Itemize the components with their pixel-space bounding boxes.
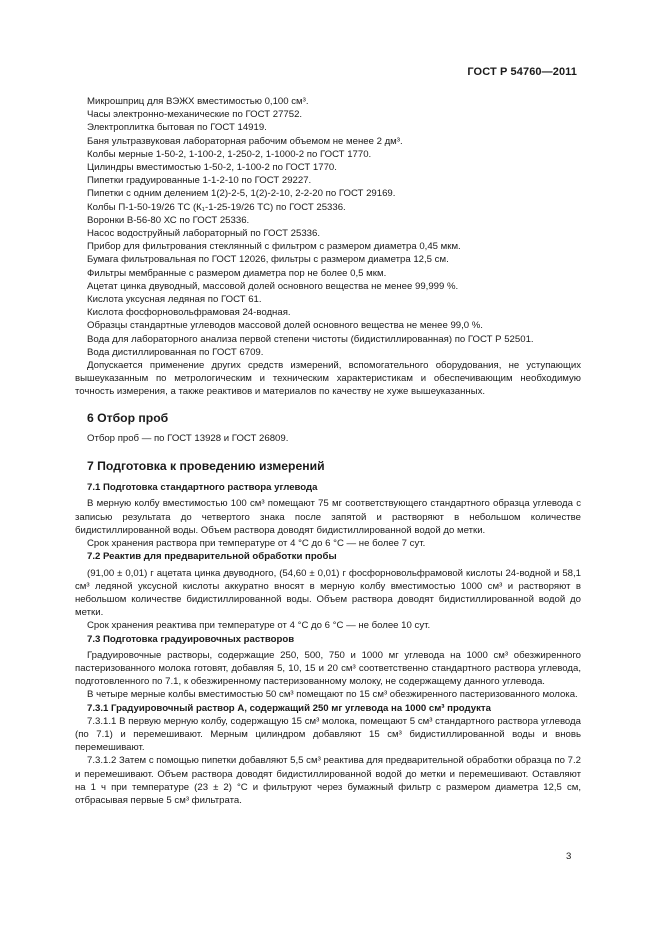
section-6-text: Отбор проб — по ГОСТ 13928 и ГОСТ 26809. (87, 432, 289, 444)
equipment-item: Прибор для фильтрования стеклянный с фильтром с размером диаметра 0,45 мкм. (87, 241, 461, 253)
section-7-heading: 7 Подготовка к проведению измерений (87, 459, 325, 474)
equipment-item: Электроплитка бытовая по ГОСТ 14919. (87, 122, 267, 134)
section-7-3-para-1: Градуировочные растворы, содержащие 250, 500, 750 и 1000 мг углевода на 1000 см³ обезжиренного пастеризованного молока готовят, добавляя 5, 10, 15 и 20 см³ соответственно стандартного раствора углевода, подготовленного по 7.1, к обезжиренному пастеризованному молоку, не содержащему данного углевода. (75, 649, 581, 688)
document-body (75, 95, 581, 807)
equipment-item: Кислота уксусная ледяная по ГОСТ 61. (87, 294, 262, 306)
equipment-item: Часы электронно-механические по ГОСТ 27752. (87, 109, 303, 121)
section-7-2-heading: 7.2 Реактив для предварительной обработки пробы (87, 551, 337, 563)
section-7-1-para-1: В мерную колбу вместимостью 100 см³ помещают 75 мг соответствующего стандартного образца углевода с записью результата до четвертого знака после запятой и растворяют в небольшом количестве бидистиллированной воды. Объем раствора доводят бидистиллированной водой до метки. (75, 498, 581, 536)
equipment-item: Микрошприц для ВЭЖХ вместимостью 0,100 см³. (87, 96, 309, 107)
equipment-item: Ацетат цинка двуводный, массовой долей основного вещества не менее 99,999 %. (87, 280, 459, 292)
equipment-item: Пипетки градуированные 1-1-2-10 по ГОСТ 29227. (87, 175, 312, 187)
section-7-1-para-2: Срок хранения раствора при температуре от 4 °С до 6 °С — не более 7 сут. (87, 538, 426, 550)
section-7-3-1-heading: 7.3.1 Градуировочный раствор А, содержащий 250 мг углевода на 1000 см³ продукта (87, 702, 491, 714)
section-7-3-heading: 7.3 Подготовка градуировочных растворов (87, 633, 295, 645)
allowance-paragraph: Допускается применение других средств измерений, вспомогательного оборудования, не уступающих вышеуказанным по метрологическим и техническим характеристикам и обеспечивающим необходимую точность измерения, а также реактивов и материалов по качеству не хуже вышеуказанных. (75, 360, 581, 398)
section-7-1-heading: 7.1 Подготовка стандартного раствора углевода (87, 482, 318, 494)
equipment-item: Насос водоструйный лабораторный по ГОСТ 25336. (87, 228, 320, 240)
equipment-item: Фильтры мембранные с размером диаметра пор не более 0,5 мкм. (87, 267, 387, 279)
section-7-2-para-1: (91,00 ± 0,01) г ацетата цинка двуводного, (54,60 ± 0,01) г фосфорновольфрамовой кислоты 24-водной и 58,1 см³ ледяной уксусной кислоты аккуратно вносят в мерную колбу вместимостью 1000 см³ и растворяют в небольшом количестве бидистиллированной воды. Объем раствора доводят бидистиллированной водой до метки. (75, 567, 581, 619)
equipment-item: Бумага фильтровальная по ГОСТ 12026, фильтры с размером диаметра 12,5 см. (87, 254, 449, 266)
equipment-item: Цилиндры вместимостью 1-50-2, 1-100-2 по ГОСТ 1770. (87, 162, 337, 174)
equipment-item: Колбы мерные 1-50-2, 1-100-2, 1-250-2, 1-1000-2 по ГОСТ 1770. (87, 148, 372, 160)
section-7-3-1-1-para: 7.3.1.1 В первую мерную колбу, содержащую 15 см³ молока, помещают 5 см³ стандартного раствора углевода (по 7.1) и перемешивают. Мерным цилиндром добавляют 15 см³ бидистиллированной воды и вновь перемешивают. (75, 715, 581, 754)
equipment-item: Воронки В-56-80 ХС по ГОСТ 25336. (87, 214, 250, 226)
section-7-3-para-2: В четыре мерные колбы вместимостью 50 см³ помещают по 15 см³ обезжиренного пастеризованного молока. (87, 689, 578, 701)
equipment-list (75, 95, 581, 333)
document-header: ГОСТ Р 54760—2011 (467, 66, 577, 78)
equipment-item: Баня ультразвуковая лабораторная рабочим объемом не менее 2 дм³. (87, 135, 403, 147)
page-number: 3 (566, 851, 572, 862)
equipment-item: Колбы П-1-50-19/26 ТС (К₁-1-25-19/26 ТС) по ГОСТ 25336. (87, 201, 346, 213)
section-7-2-para-2: Срок хранения реактива при температуре от 4 °С до 6 °С — не более 10 сут. (87, 620, 431, 632)
equipment-item: Кислота фосфорновольфрамовая 24-водная. (87, 307, 291, 319)
section-7-3-1-2-para: 7.3.1.2 Затем с помощью пипетки добавляют 5,5 см³ реактива для предварительной обработки образца по 7.2 и перемешивают. Объем раствора доводят бидистиллированной водой до метки и перемешивают. Оставляют на 1 ч при температуре (23 ± 2) °С и фильтруют через бумажный фильтр с размером диаметра 12,5 см, отбрасывая первые 5 см³ фильтрата. (75, 755, 581, 806)
distilled-water-item: Вода дистиллированная по ГОСТ 6709. (87, 346, 264, 358)
section-6-heading: 6 Отбор проб (87, 410, 169, 425)
equipment-item: Образцы стандартные углеводов массовой долей основного вещества не менее 99,0 %. (87, 320, 483, 332)
equipment-item: Пипетки с одним делением 1(2)-2-5, 1(2)-2-10, 2-2-20 по ГОСТ 29169. (87, 188, 396, 200)
lab-water-item: Вода для лабораторного анализа первой степени чистоты (бидистиллированная) по ГОСТ Р 52501. (87, 333, 534, 345)
